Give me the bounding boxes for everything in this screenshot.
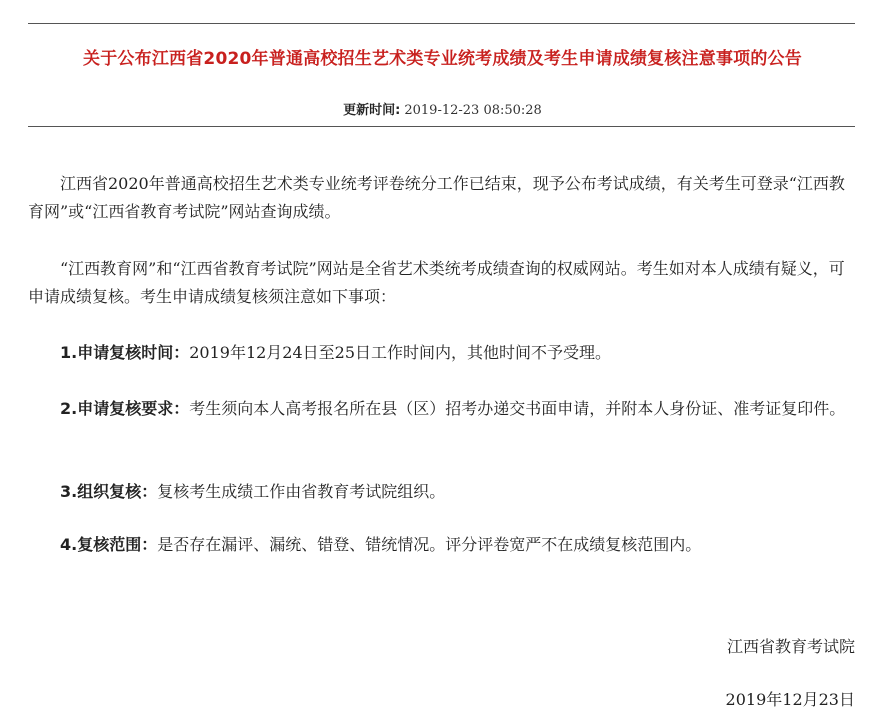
paragraph-intro: 江西省2020年普通高校招生艺术类专业统考评卷统分工作已结束，现予公布考试成绩，有关考生可登录“江西教育网”或“江西省教育考试院”网站查询成绩。: [28, 174, 845, 221]
signature-date: 2019年12月23日: [725, 690, 855, 709]
top-divider: [28, 23, 855, 24]
list-item: [28, 531, 855, 559]
item-heading: 1.申请复核时间：: [60, 343, 190, 362]
item-body: 是否存在漏评、漏统、错登、错统情况。评分评卷宽严不在成绩复核范围内。: [157, 535, 702, 554]
update-time: [0, 99, 885, 118]
item-heading: 4.复核范围：: [60, 535, 158, 554]
item-heading: 3.组织复核：: [60, 482, 158, 501]
item-body: 复核考生成绩工作由省教育考试院组织。: [157, 482, 446, 501]
list-item: [28, 339, 855, 367]
list-item: [28, 395, 855, 423]
update-time-value: 2019-12-23 08:50:28: [404, 103, 542, 118]
list-item: [28, 478, 855, 506]
item-heading: 2.申请复核要求：: [60, 399, 190, 418]
update-time-label: 更新时间:: [343, 103, 401, 118]
header-divider: [28, 126, 855, 127]
item-body: 2019年12月24日至25日工作时间内，其他时间不予受理。: [189, 343, 612, 362]
item-body: 考生须向本人高考报名所在县（区）招考办递交书面申请，并附本人身份证、准考证复印件。: [189, 399, 846, 418]
signature-organization: 江西省教育考试院: [726, 637, 855, 656]
notice-title: 关于公布江西省2020年普通高校招生艺术类专业统考成绩及考生申请成绩复核注意事项的公告: [83, 49, 802, 69]
paragraph-authority: “江西教育网”和“江西省教育考试院”网站是全省艺术类统考成绩查询的权威网站。考生如对本人成绩有疑义，可申请成绩复核。考生申请成绩复核须注意如下事项：: [28, 259, 845, 306]
